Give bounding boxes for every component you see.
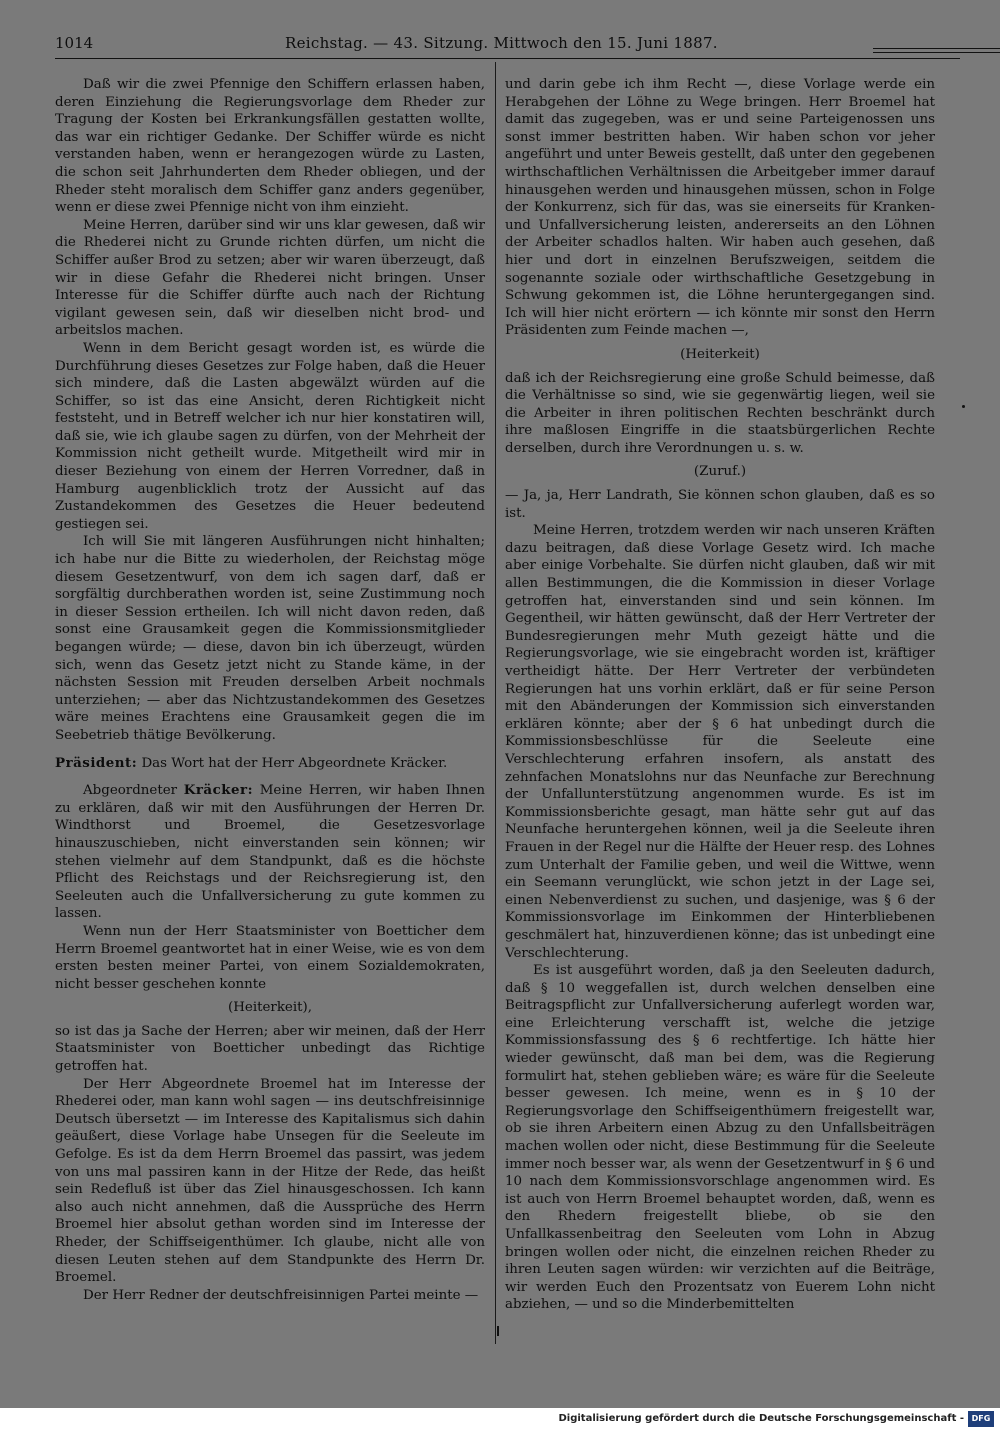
speech-text: Meine Herren, wir haben Ihnen zu erklären, daß wir mit den Ausführungen der Herren Dr. Windthorst und Broemel, die Gesetzesvorlage hinauszuschieben, nicht einverstanden sein können; wir stehen vielmehr auf dem Standpunkt, daß es die höchste Pflicht des Reichstags und der Reichsregierung ist, den Seeleuten auch die Unfallversicherung zu gute kommen zu lassen. (55, 783, 485, 922)
page-header (55, 34, 960, 60)
funding-note: Digitalisierung gefördert durch die Deutsche Forschungsgemeinschaft - (558, 1413, 964, 1424)
speaker-name: Kräcker: (183, 782, 254, 799)
stage-direction: (Heiterkeit) (680, 346, 760, 362)
footer-bar (0, 1408, 1000, 1432)
speaker-paragraph (55, 782, 485, 923)
paragraph: so ist das ja Sache der Herren; aber wir meinen, daß der Herr Staatsminister von Boetticher unbedingt das Richtige getroffen hat. (55, 1023, 485, 1075)
left-column (55, 76, 485, 1346)
header-rule (873, 52, 1000, 53)
right-column (505, 76, 935, 1346)
speech-text: Das Wort hat der Herr Abgeordnete Kräcker. (137, 755, 448, 771)
margin-mark (962, 405, 965, 408)
speaker-prefix: Abgeordneter (83, 783, 184, 799)
column-divider (495, 62, 496, 1344)
paragraph: Wenn in dem Bericht gesagt worden ist, es würde die Durchführung dieses Gesetzes zur Folge haben, daß die Heuer sich mindere, daß die Lasten abgewälzt würden auf die Schiffer, so ist das eine Ansicht, deren Richtigkeit nicht feststeht, und in Betreff welcher ich nur hier konstatiren will, daß sie, wie ich glaube sagen zu dürfen, von der Mehrheit der Kommission nicht getheilt wurde. Mitgetheilt wird mir in dieser Beziehung von einem der Herren Vorredner, daß in Hamburg augenblicklich trotz der Aussicht auf das Zustandekommen des Gesetzes die Heuer bedeutend gestiegen sei. (55, 340, 485, 532)
paragraph: Ich will Sie mit längeren Ausführungen nicht hinhalten; ich habe nur die Bitte zu wiederholen, der Reichstag möge diesem Gesetzentwurf, von dem ich sagen darf, daß er sorgfältig durchberathen worden ist, seine Zustimmung noch in dieser Session ertheilen. Ich will nicht davon reden, daß sonst eine Grausamkeit gegen die Kommissionsmitglieder begangen würde; — diese, davon bin ich überzeugt, würden sich, wenn das Gesetz jetzt nicht zu Stande käme, in der nächsten Session mit Freuden derselben Arbeit nochmals unterziehen; — aber das Nichtzustandekommen des Gesetzes wäre meines Erachtens eine Grausamkeit gegen die im Seebetrieb thätige Bevölkerung. (55, 534, 485, 743)
dfg-logo: DFG (968, 1411, 994, 1427)
paragraph: Meine Herren, darüber sind wir uns klar gewesen, daß wir die Rhederei nicht zu Grunde richten dürfen, um nicht die Schiffer außer Brod zu setzen; aber wir waren überzeugt, daß wir in diese Gefahr die Rhederei nicht bringen. Unser Interesse für die Schiffer dürfte auch nach der Richtung vigilant gewesen sein, daß wir dieselben nicht brod- und arbeitslos machen. (55, 217, 485, 339)
header-rule (55, 58, 960, 59)
paragraph: — Ja, ja, Herr Landrath, Sie können schon glauben, daß es so ist. (505, 488, 935, 521)
stage-direction: (Zuruf.) (693, 464, 747, 480)
paragraph: Es ist ausgeführt worden, daß ja den Seeleuten dadurch, daß § 10 weggefallen ist, durch welchen denselben eine Beitragspflicht zur Unfallversicherung auferlegt worden war, eine Erleichterung verschafft ist, welche die jetzige Kommissionsfassung des § 6 rechtfertige. Ich hätte hier wieder gewünscht, daß man bei dem, was die Regierung formulirt hat, stehen geblieben wäre; es wäre für die Seeleute besser gewesen. Ich meine, wenn es in § 10 der Regierungsvorlage den Schiffseigenthümern freigestellt war, ob sie ihren Arbeitern einen Abzug zu den Unfallsbeiträgen machen wollen oder nicht, diese Bestimmung für die Seeleute immer noch besser war, als wenn der Gesetzentwurf in § 6 und 10 nach dem Kommissionsvorschlage angenommen wird. Es ist auch von Herrn Broemel behauptet worden, daß, wenn es den Rhedern freigestellt bliebe, ob sie den Unfallkassenbeitrag den Seeleuten vom Lohn in Abzug bringen wollen oder nicht, die einzelnen reichen Rheder zu ihren Leuten sagen würden: wir verzichten auf die Beiträge, wir werden Euch den Prozentsatz von Euerem Lohn nicht abziehen, — und so die Minderbemittelten (505, 963, 935, 1313)
margin-mark (497, 1326, 499, 1336)
page-number: 1014 (55, 34, 94, 52)
paragraph: Meine Herren, trotzdem werden wir nach unseren Kräften dazu beitragen, daß diese Vorlage Gesetz wird. Ich mache aber einige Vorbehalte. Sie dürfen nicht glauben, daß wir mit allen Bestimmungen, die die Kommission in dieser Vorlage getroffen hat, einverstanden sind und sein können. Im Gegentheil, wir hätten gewünscht, daß der Herr Vertreter der Bundesregierungen mehr Muth gezeigt hätte und die Regierungsvorlage, wie sie eingebracht worden ist, kräftiger vertheidigt hätte. Der Herr Vertreter der verbündeten Regierungen hat uns vorhin erklärt, daß er für seine Person mit den Abänderungen der Kommission sich einverstanden erklären könnte; aber der § 6 hat unbedingt durch die Kommissionsbeschlüsse für die Seeleute eine Verschlechterung erfahren insofern, als anstatt des zehnfachen Monatslohns nur das Neunfache zur Berechnung der Unfallunterstützung angenommen wurde. Es ist im Kommissionsberichte gesagt, man hätte sehr gut auf das Neunfache heruntergehen können, weil ja die Seeleute ihren Frauen in der Regel nur die Hälfte der Heuer resp. des Lohnes zum Unterhalt der Familie geben, und weil die Wittwe, wenn ein Seemann verunglückt, wie schon jetzt in der Lage sei, einen Nebenverdienst zu suchen, und dasjenige, was § 6 der Kommissionsvorlage im Einkommen der Hinterbliebenen geschmälert hat, hinzuverdienen könne; das ist unbedingt eine Verschlechterung. (505, 523, 935, 961)
running-title: Reichstag. — 43. Sitzung. Mittwoch den 15. Juni 1887. (285, 34, 718, 52)
paragraph: Daß wir die zwei Pfennige den Schiffern erlassen haben, deren Einziehung die Regierungsvorlage dem Rheder zur Tragung der Kosten bei Erkrankungsfällen gestatten wollte, das war ein richtiger Gedanke. Der Schiffer würde es nicht verstanden haben, wenn er herangezogen würde zu Lasten, die schon seit Jahrhunderten dem Rheder obliegen, und der Rheder steht moralisch dem Schiffer ganz anders gegenüber, wenn er diese zwei Pfennige nicht von ihm einzieht. (55, 77, 485, 216)
paragraph: daß ich der Reichsregierung eine große Schuld beimesse, daß die Verhältnisse so sind, wie sie gegenwärtig liegen, weil sie die Arbeiter in ihren politischen Rechten beschränkt durch ihre maßlosen Eingriffe in die staatsbürgerlichen Rechte derselben, durch ihre Verordnungen u. s. w. (505, 370, 935, 456)
paragraph: Wenn nun der Herr Staatsminister von Boetticher dem Herrn Broemel geantwortet hat in einer Weise, wie es von dem ersten besten meiner Partei, von einem Sozialdemokraten, nicht besser geschehen konnte (55, 923, 485, 992)
header-rule (873, 48, 1000, 49)
paragraph: Der Herr Abgeordnete Broemel hat im Interesse der Rhederei oder, man kann wohl sagen — ins deutschfreisinnige Deutsch übersetzt — im Interesse des Kapitalismus sich dahin geäußert, diese Vorlage habe Unsegen für die Seeleute im Gefolge. Es ist da dem Herrn Broemel das passirt, was jedem von uns mal passiren kann in der Hitze der Rede, das heißt sein Redefluß ist über das Ziel hinausgeschossen. Ich kann also auch nicht annehmen, daß die Aussprüche des Herrn Broemel hier absolut gethan worden sind im Interesse der Rheder, der Schiffseigenthümer. Ich glaube, nicht alle von diesen Leuten stehen auf dem Standpunkte des Herrn Dr. Broemel. (55, 1076, 485, 1286)
paragraph: und darin gebe ich ihm Recht —, diese Vorlage werde ein Herabgehen der Löhne zu Wege bringen. Herr Broemel hat damit das zugegeben, was er und seine Parteigenossen uns sonst immer bestritten haben. Wir haben schon vor jeher angeführt und unter Beweis gestellt, daß unter den gegebenen wirthschaftlichen Verhältnissen die Arbeitgeber immer darauf hinausgehen werden und hinausgehen müssen, schon in Folge der Konkurrenz, sich für das, was sie einerseits für Kranken- und Unfallversicherung leisten, andererseits an den Löhnen der Arbeiter schadlos halten. Wir haben auch gesehen, daß hier und dort in einzelnen Berufszweigen, seitdem die sogenannte soziale oder wirthschaftliche Gesetzgebung in Schwung gekommen ist, die Löhne heruntergegangen sind. Ich will hier nicht erörtern — ich könnte mir sonst den Herrn Präsidenten zum Feinde machen —, (505, 77, 935, 339)
speaker-name: Präsident: (55, 754, 138, 771)
stage-direction: (Heiterkeit), (228, 1000, 312, 1016)
speaker-paragraph (55, 755, 485, 773)
paragraph: Der Herr Redner der deutschfreisinnigen Partei meinte — (83, 1287, 479, 1303)
